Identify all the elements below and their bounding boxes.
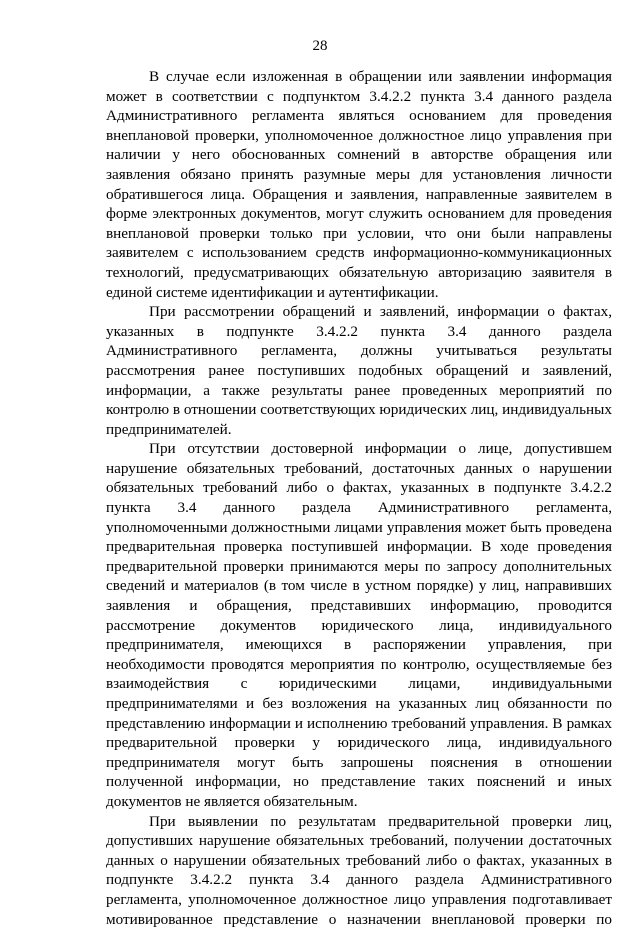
page-number: 28 (312, 38, 328, 54)
text-line: В случае если изложенная в обращении или заявлении информация (149, 68, 612, 85)
text-line: При рассмотрении обращений и заявлений, информации о фактах, (149, 303, 612, 321)
text-line: обратившегося лица. Обращения и заявления, направленные заявителем в (106, 185, 612, 203)
text-line: взаимодействия с юридическими лицами, индивидуальными (106, 675, 612, 693)
text-line: обязательных требований либо о фактах, указанных в подпункте 3.4.2.2 (106, 479, 612, 497)
text-line: предварительной проверки у юридического лица, индивидуального (106, 734, 612, 752)
paragraph (106, 302, 612, 439)
text-line: При отсутствии достоверной информации о лице, допустившем (149, 440, 612, 458)
text-line: рассмотрение документов юридического лица, индивидуального (106, 616, 612, 634)
text-line: данных о нарушении обязательных требований либо о фактах, указанных в (106, 851, 612, 869)
text-line: регламента, уполномоченное должностное лицо управления подготавливает (106, 890, 612, 908)
text-line: предпринимателя могут быть запрошены пояснения в отношении (106, 753, 612, 771)
text-line: рассмотрения ранее поступивших подобных обращений и заявлений, (106, 361, 612, 379)
text-line: представлению информации и исполнению требований управления. В рамках (106, 714, 612, 732)
text-line: Административного регламента являться основанием для проведения (106, 107, 612, 125)
text-line: сведений и материалов (в том числе в устном порядке) у лиц, направивших (106, 577, 612, 595)
text-line: предварительной проверки принимаются меры по запросу дополнительных (106, 557, 612, 575)
text-line: единой системе идентификации и аутентификации. (106, 283, 439, 301)
text-line: мотивированное представление о назначении внеплановой проверки по (106, 910, 612, 928)
text-line: предпринимателей. (106, 420, 232, 438)
paragraph (106, 812, 612, 929)
text-line: внеплановой проверки, уполномоченное должностное лицо управления при (106, 126, 612, 144)
document-body (106, 67, 612, 929)
text-line: технологий, предусматривающих обязательную авторизацию заявителя в (106, 263, 612, 281)
paragraph (106, 67, 612, 302)
text-line: предварительная проверка поступившей информации. В ходе проведения (106, 538, 612, 556)
text-line: уполномоченными должностными лицами управления может быть проведена (106, 518, 612, 536)
text-line: подпункте 3.4.2.2 пункта 3.4 данного раздела Административного (106, 871, 612, 889)
text-line: контролю в отношении соответствующих юридических лиц, индивидуальных (106, 401, 612, 419)
text-line: допустивших нарушение обязательных требований, получении достаточных (106, 832, 612, 850)
text-line: При выявлении по результатам предварительной проверки лиц, (149, 812, 612, 830)
text-line: заявителем с использованием средств информационно-коммуникационных (106, 244, 612, 262)
paragraph (106, 439, 612, 811)
text-line: наличии у него обоснованных сомнений в авторстве обращения или (106, 146, 612, 164)
text-line: необходимости проводятся мероприятия по контролю, осуществляемые без (106, 655, 612, 673)
text-line: документов не является обязательным. (106, 792, 358, 810)
text-line: информации, а также результаты ранее проведенных мероприятий по (106, 381, 612, 399)
text-line: может в соответствии с подпунктом 3.4.2.2 пункта 3.4 данного раздела (106, 87, 612, 105)
text-line: внеплановой проверки только при условии, что они были направлены (106, 224, 612, 242)
text-line: нарушение обязательных требований, достаточных данных о нарушении (106, 459, 612, 477)
text-line: пункта 3.4 данного раздела Административного регламента, (106, 499, 612, 517)
text-line: заявления и обращения, представивших информацию, проводится (106, 597, 612, 615)
text-line: Административного регламента, должны учитываться результаты (106, 342, 612, 360)
text-line: заявления обязано принять разумные меры для установления личности (106, 165, 612, 183)
text-line: предпринимателями и без возложения на указанных лиц обязанности по (106, 695, 612, 712)
text-line: предпринимателя, имеющихся в распоряжении управления, при (106, 636, 612, 654)
text-line: полученной информации, но представление таких пояснений и иных (106, 773, 612, 791)
text-line: форме электронных документов, могут служить основанием для проведения (106, 205, 612, 223)
text-line: указанных в подпункте 3.4.2.2 пункта 3.4 данного раздела (106, 322, 612, 340)
